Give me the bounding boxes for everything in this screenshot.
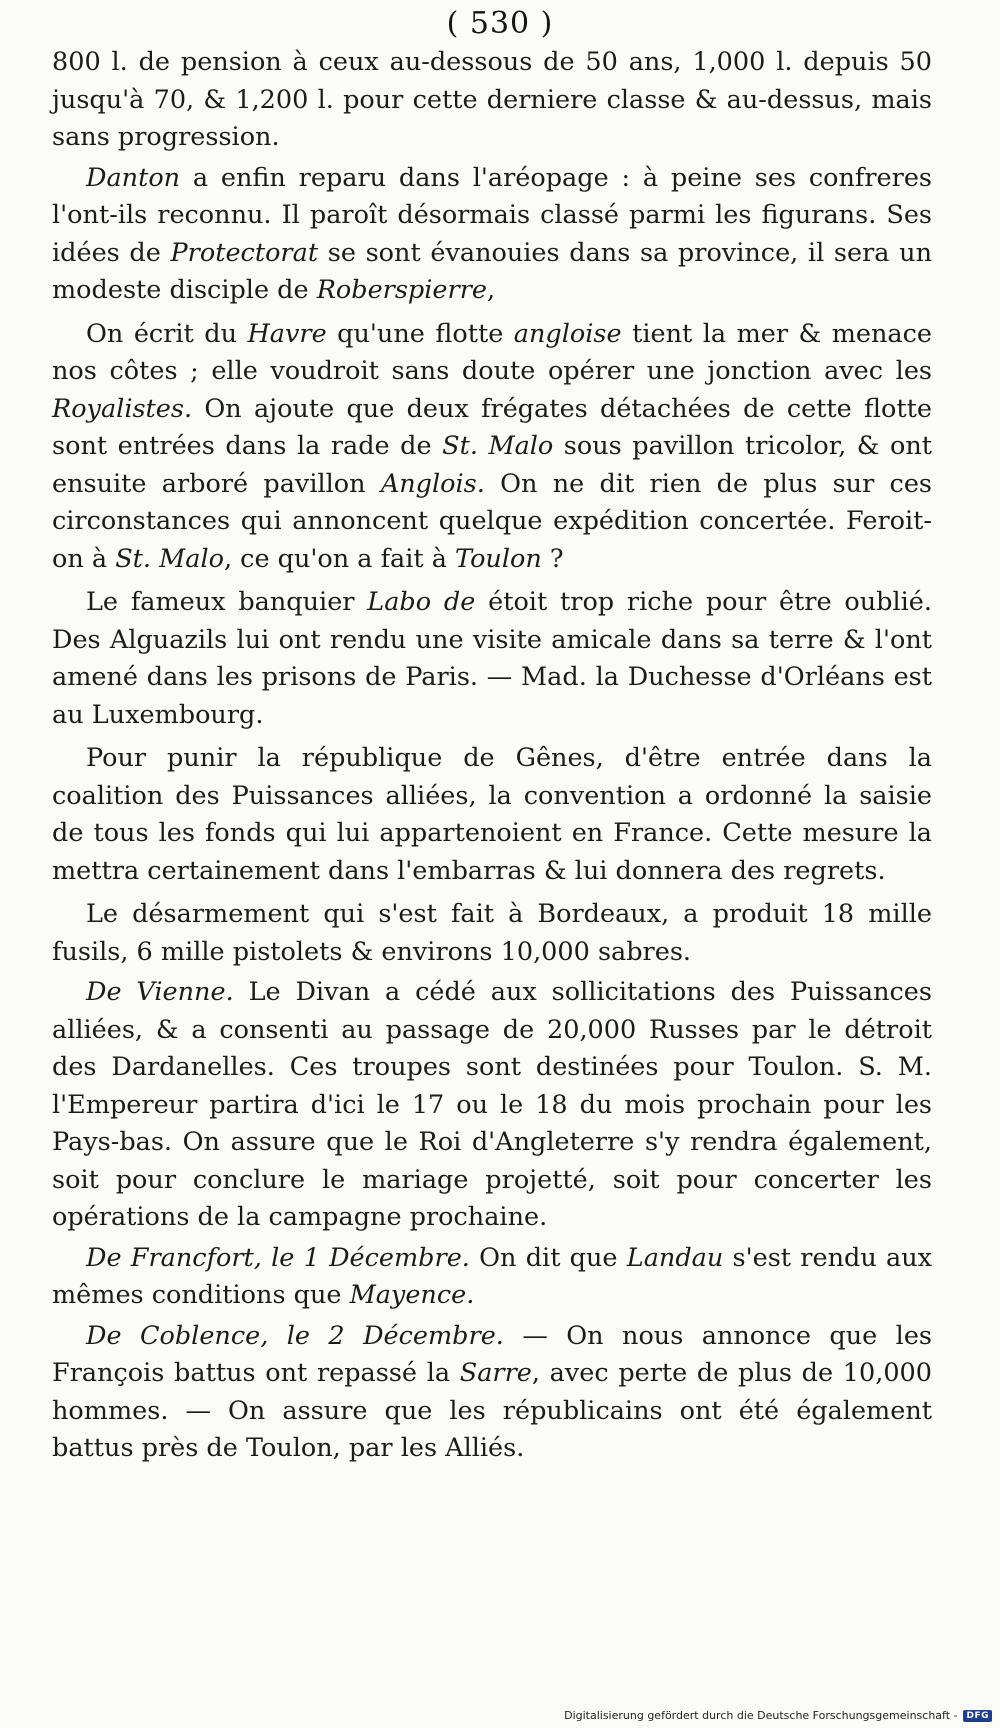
credit-text: Digitalisierung gefördert durch die Deutsche Forschungsgemeinschaft - (564, 1709, 958, 1722)
paragraph (52, 1318, 932, 1468)
text-run: a enfin reparu dans l'aréopage : à peine ses confreres l'ont-ils reconnu. Il paroît désormais classé parmi les figurans. Ses idées de (52, 162, 932, 268)
paragraph (52, 44, 932, 157)
paragraph (52, 1240, 932, 1315)
paragraph (52, 160, 932, 310)
text-run: qu'une flotte (326, 318, 514, 349)
page-number: ( 530 ) (446, 6, 554, 41)
paragraph (52, 896, 932, 971)
text-run: ? (541, 543, 564, 574)
italic-run: De Vienne. (86, 977, 234, 1007)
text-run: 800 l. de pension à ceux au-dessous de 50 ans, 1,000 l. depuis 50 jusqu'à 70, & 1,200 l. pour cette derniere classe & au-dessus, mais sans progression. (52, 47, 932, 152)
italic-run: St. Malo (442, 431, 554, 461)
paragraph (52, 316, 932, 579)
text-run: se sont évanouies dans sa province, il sera un modeste disciple de (52, 237, 933, 305)
paragraph (52, 740, 932, 890)
text-run: , ce qu'on a fait à (223, 543, 456, 574)
text-run: Le fameux banquier (86, 587, 368, 617)
italic-run: angloise (513, 318, 622, 349)
text-run: s'est rendu aux mêmes conditions que (52, 1242, 933, 1310)
italic-run: Roberspierre (316, 275, 487, 305)
italic-run: Royalistes. (52, 393, 193, 424)
italic-run: St. Malo (115, 543, 224, 574)
text-run: Pour punir la république de Gênes, d'être entrée dans la coalition des Puissances alliées, la convention a ordonné la saisie de tous les fonds qui lui appartenoient en France. Cette mesure la mettra certainement dans l'embarras & lui donnera des regrets. (52, 743, 932, 886)
text-run: sous pavillon tricolor, & ont ensuite arboré pavillon (52, 431, 932, 499)
paragraph (52, 584, 932, 734)
italic-run: Landau (626, 1242, 724, 1273)
italic-run: Sarre (459, 1358, 532, 1388)
text-run: étoit trop riche pour être oublié. Des Alguazils lui ont rendu une visite amicale dans sa terre & l'ont amené dans les prisons de Paris. — Mad. la Duchesse d'Orléans est au Luxembourg. (52, 587, 932, 730)
italic-run: Havre (247, 318, 327, 349)
italic-run: De Coblence, le 2 Décembre. (86, 1320, 504, 1351)
text-run: — On nous annonce que les François battus ont repassé la (52, 1320, 932, 1388)
text-run: , avec perte de plus de 10,000 hommes. — On assure que les républicains ont été également battus près de Toulon, par les Alliés. (52, 1358, 932, 1463)
dfg-logo-icon: DFG (963, 1710, 992, 1722)
text-run: On ajoute que deux frégates détachées de cette flotte sont entrées dans la rade de (52, 393, 932, 461)
text-run: Le Divan a cédé aux sollicitations des Puissances alliées, & a consenti au passage de 20,000 Russes par le détroit des Dardanelles. Ces troupes sont destinées pour Toulon. S. M. l'Empereur partira d'ici le 17 ou le 18 du mois prochain pour les Pays-bas. On assure que le Roi d'Angleterre s'y rendra également, soit pour conclure le mariage projetté, soit pour concerter les opérations de la campagne prochaine. (52, 977, 932, 1232)
text-run: Le désarmement qui s'est fait à Bordeaux, a produit 18 mille fusils, 6 mille pistolets & environs 10,000 sabres. (52, 899, 932, 967)
text-run: On ne dit rien de plus sur ces circonstances qui annoncent quelque expédition concertée. Feroit-on à (52, 468, 932, 574)
italic-run: Mayence. (349, 1280, 475, 1310)
digitization-credit (564, 1709, 992, 1722)
italic-run: Protectorat (170, 237, 319, 268)
italic-run: Anglois. (380, 468, 485, 499)
italic-run: De Francfort, le 1 Décembre. (86, 1242, 470, 1273)
text-run: On dit que (469, 1242, 627, 1273)
text-run: On écrit du (86, 318, 248, 349)
text-run: , (486, 275, 496, 305)
italic-run: Danton (86, 162, 181, 193)
paragraph (52, 974, 932, 1237)
article-body (52, 44, 932, 1468)
italic-run: Labo de (367, 587, 476, 617)
italic-run: Toulon (455, 543, 542, 574)
text-run: tient la mer & menace nos côtes ; elle voudroit sans doute opérer une jonction avec les (52, 318, 933, 386)
